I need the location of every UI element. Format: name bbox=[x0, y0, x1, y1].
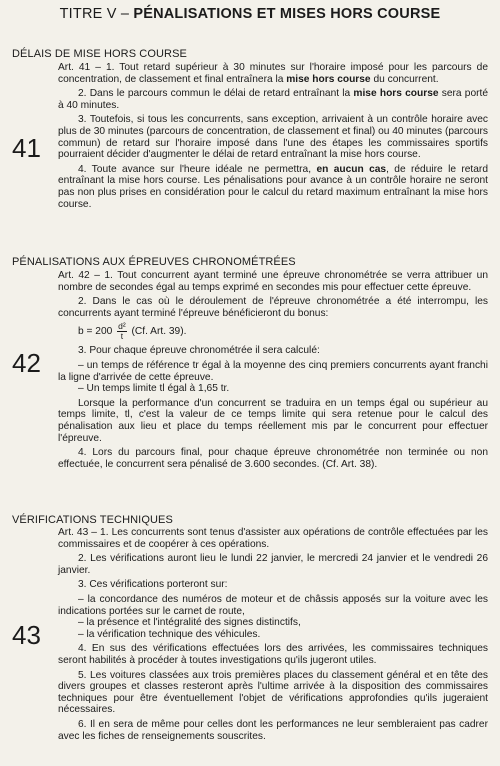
paragraph: Art. 43 – 1. Les concurrents sont tenus d'assister aux opérations de contrôle effectuées par les commissaires et de coopérer à ces opérations. bbox=[58, 527, 488, 550]
paragraph: 5. Les voitures classées aux trois premières places du classement général et en tête des divers groupes et classes resteront après l'ultime arrivée à la disposition des commissaires techniques pour être éventuellement l'objet de vérifications approfondies qu'ils jugeraient nécessaires. bbox=[58, 669, 488, 716]
section-heading-43: VÉRIFICATIONS TECHNIQUES bbox=[12, 514, 173, 526]
text: b = 200 bbox=[78, 326, 116, 338]
title-main: PÉNALISATIONS ET MISES HORS COURSE bbox=[133, 6, 441, 22]
paragraph bbox=[58, 164, 488, 210]
article-number-42: 42 bbox=[12, 348, 41, 378]
paragraph: 3. Toutefois, si tous les concurrents, sans exception, arrivaient à un contrôle horaire avec plus de 30 minutes (parcours de concentration, de classement et final) ou 40 minutes (parcours commun) de retard sur l'horaire imposé dans l'une des étapes les commissaires sportifs pourraient décider d'augmenter le délai de retard entraînant la mise hors course. bbox=[58, 114, 488, 161]
paragraph: 2. Dans le cas où le déroulement de l'épreuve chronométrée a été interrompu, les concurrents ayant terminé l'épreuve bénéficieront du bonus: bbox=[58, 296, 488, 319]
paragraph: 4. En sus des vérifications effectuées lors des arrivées, les commissaires techniques seront habilités à procéder à toutes investigations qu'ils jugeront utiles. bbox=[58, 643, 488, 666]
paragraph: 3. Ces vérifications porteront sur: bbox=[78, 579, 228, 591]
paragraph: – la vérification technique des véhicules. bbox=[78, 628, 261, 640]
bold-text: en aucun cas bbox=[316, 163, 387, 175]
text: 2. Dans le parcours commun le délai de retard entraînant la bbox=[78, 88, 354, 100]
article-41-body bbox=[58, 62, 488, 213]
paragraph: 3. Pour chaque épreuve chronométrée il sera calculé: bbox=[78, 345, 320, 357]
text: , de réduire le retard entraînant la mise hors course. Les pénalisations pour avance à un contrôle horaire ne seront pas non plus prises en considération pour le calcul du retard maximum entraînant la mise hors course. bbox=[58, 163, 488, 210]
paragraph: – la concordance des numéros de moteur et de châssis apposés sur la voiture avec les indications portées sur le carnet de route, bbox=[58, 593, 488, 617]
paragraph: – la présence et l'intégralité des signes distinctifs, bbox=[78, 617, 301, 629]
text: 4. Toute avance sur l'heure idéale ne permettra, bbox=[78, 163, 317, 175]
paragraph: 6. Il en sera de même pour celles dont les performances ne leur sembleraient pas cadrer avec les fiches de renseignements souscrites. bbox=[58, 718, 488, 742]
text: (Cf. Art. 39). bbox=[128, 326, 187, 338]
paragraph: – un temps de référence tr égal à la moyenne des cinq premiers concurrents ayant franchi la ligne d'arrivée de cette épreuve. bbox=[58, 359, 488, 383]
title-prefix: TITRE V – bbox=[59, 6, 134, 22]
article-43-body bbox=[58, 527, 488, 745]
article-42-body bbox=[58, 270, 488, 473]
paragraph: Lorsque la performance d'un concurrent se traduira en un temps égal ou supérieur au temps limite, tl, c'est la valeur de ce temps limite qui sera retenue pour le calcul des pénalisation aux lieu et place du temps réellement mis par le concurrent pour effectuer l'épreuve. bbox=[58, 397, 488, 444]
page-title bbox=[0, 6, 500, 22]
paragraph bbox=[58, 62, 488, 85]
section-heading-41: DÉLAIS DE MISE HORS COURSE bbox=[12, 48, 187, 60]
numerator: d² bbox=[118, 321, 126, 332]
section-heading-42: PÉNALISATIONS AUX ÉPREUVES CHRONOMÉTRÉES bbox=[12, 256, 296, 268]
paragraph: 4. Lors du parcours final, pour chaque épreuve chronométrée non terminée ou non effectuée, le concurrent sera pénalisé de 3.600 secondes. (Cf. Art. 38). bbox=[58, 447, 488, 470]
bonus-formula bbox=[78, 322, 488, 341]
text: Art. 41 – 1. Tout retard supérieur à 30 minutes sur l'horaire imposé pour les parcours de concentration, de classement et final entraînera la bbox=[58, 62, 488, 85]
bold-text: mise hors course bbox=[286, 73, 371, 85]
paragraph: – Un temps limite tl égal à 1,65 tr. bbox=[78, 383, 230, 395]
bold-text: mise hors course bbox=[353, 88, 439, 100]
article-number-43: 43 bbox=[12, 620, 41, 650]
paragraph bbox=[58, 88, 488, 111]
text: du concurrent. bbox=[370, 73, 439, 85]
text: sera porté à 40 minutes. bbox=[58, 88, 489, 111]
denominator: t bbox=[120, 331, 124, 342]
paragraph: 2. Les vérifications auront lieu le lundi 22 janvier, le mercredi 24 janvier et le vendredi 26 janvier. bbox=[58, 553, 488, 576]
paragraph: Art. 42 – 1. Tout concurrent ayant terminé une épreuve chronométrée se verra attribuer un nombre de secondes égal au temps exprimé en secondes mis pour effectuer cette épreuve. bbox=[58, 270, 488, 293]
fraction bbox=[117, 322, 127, 341]
article-number-41: 41 bbox=[12, 133, 41, 163]
